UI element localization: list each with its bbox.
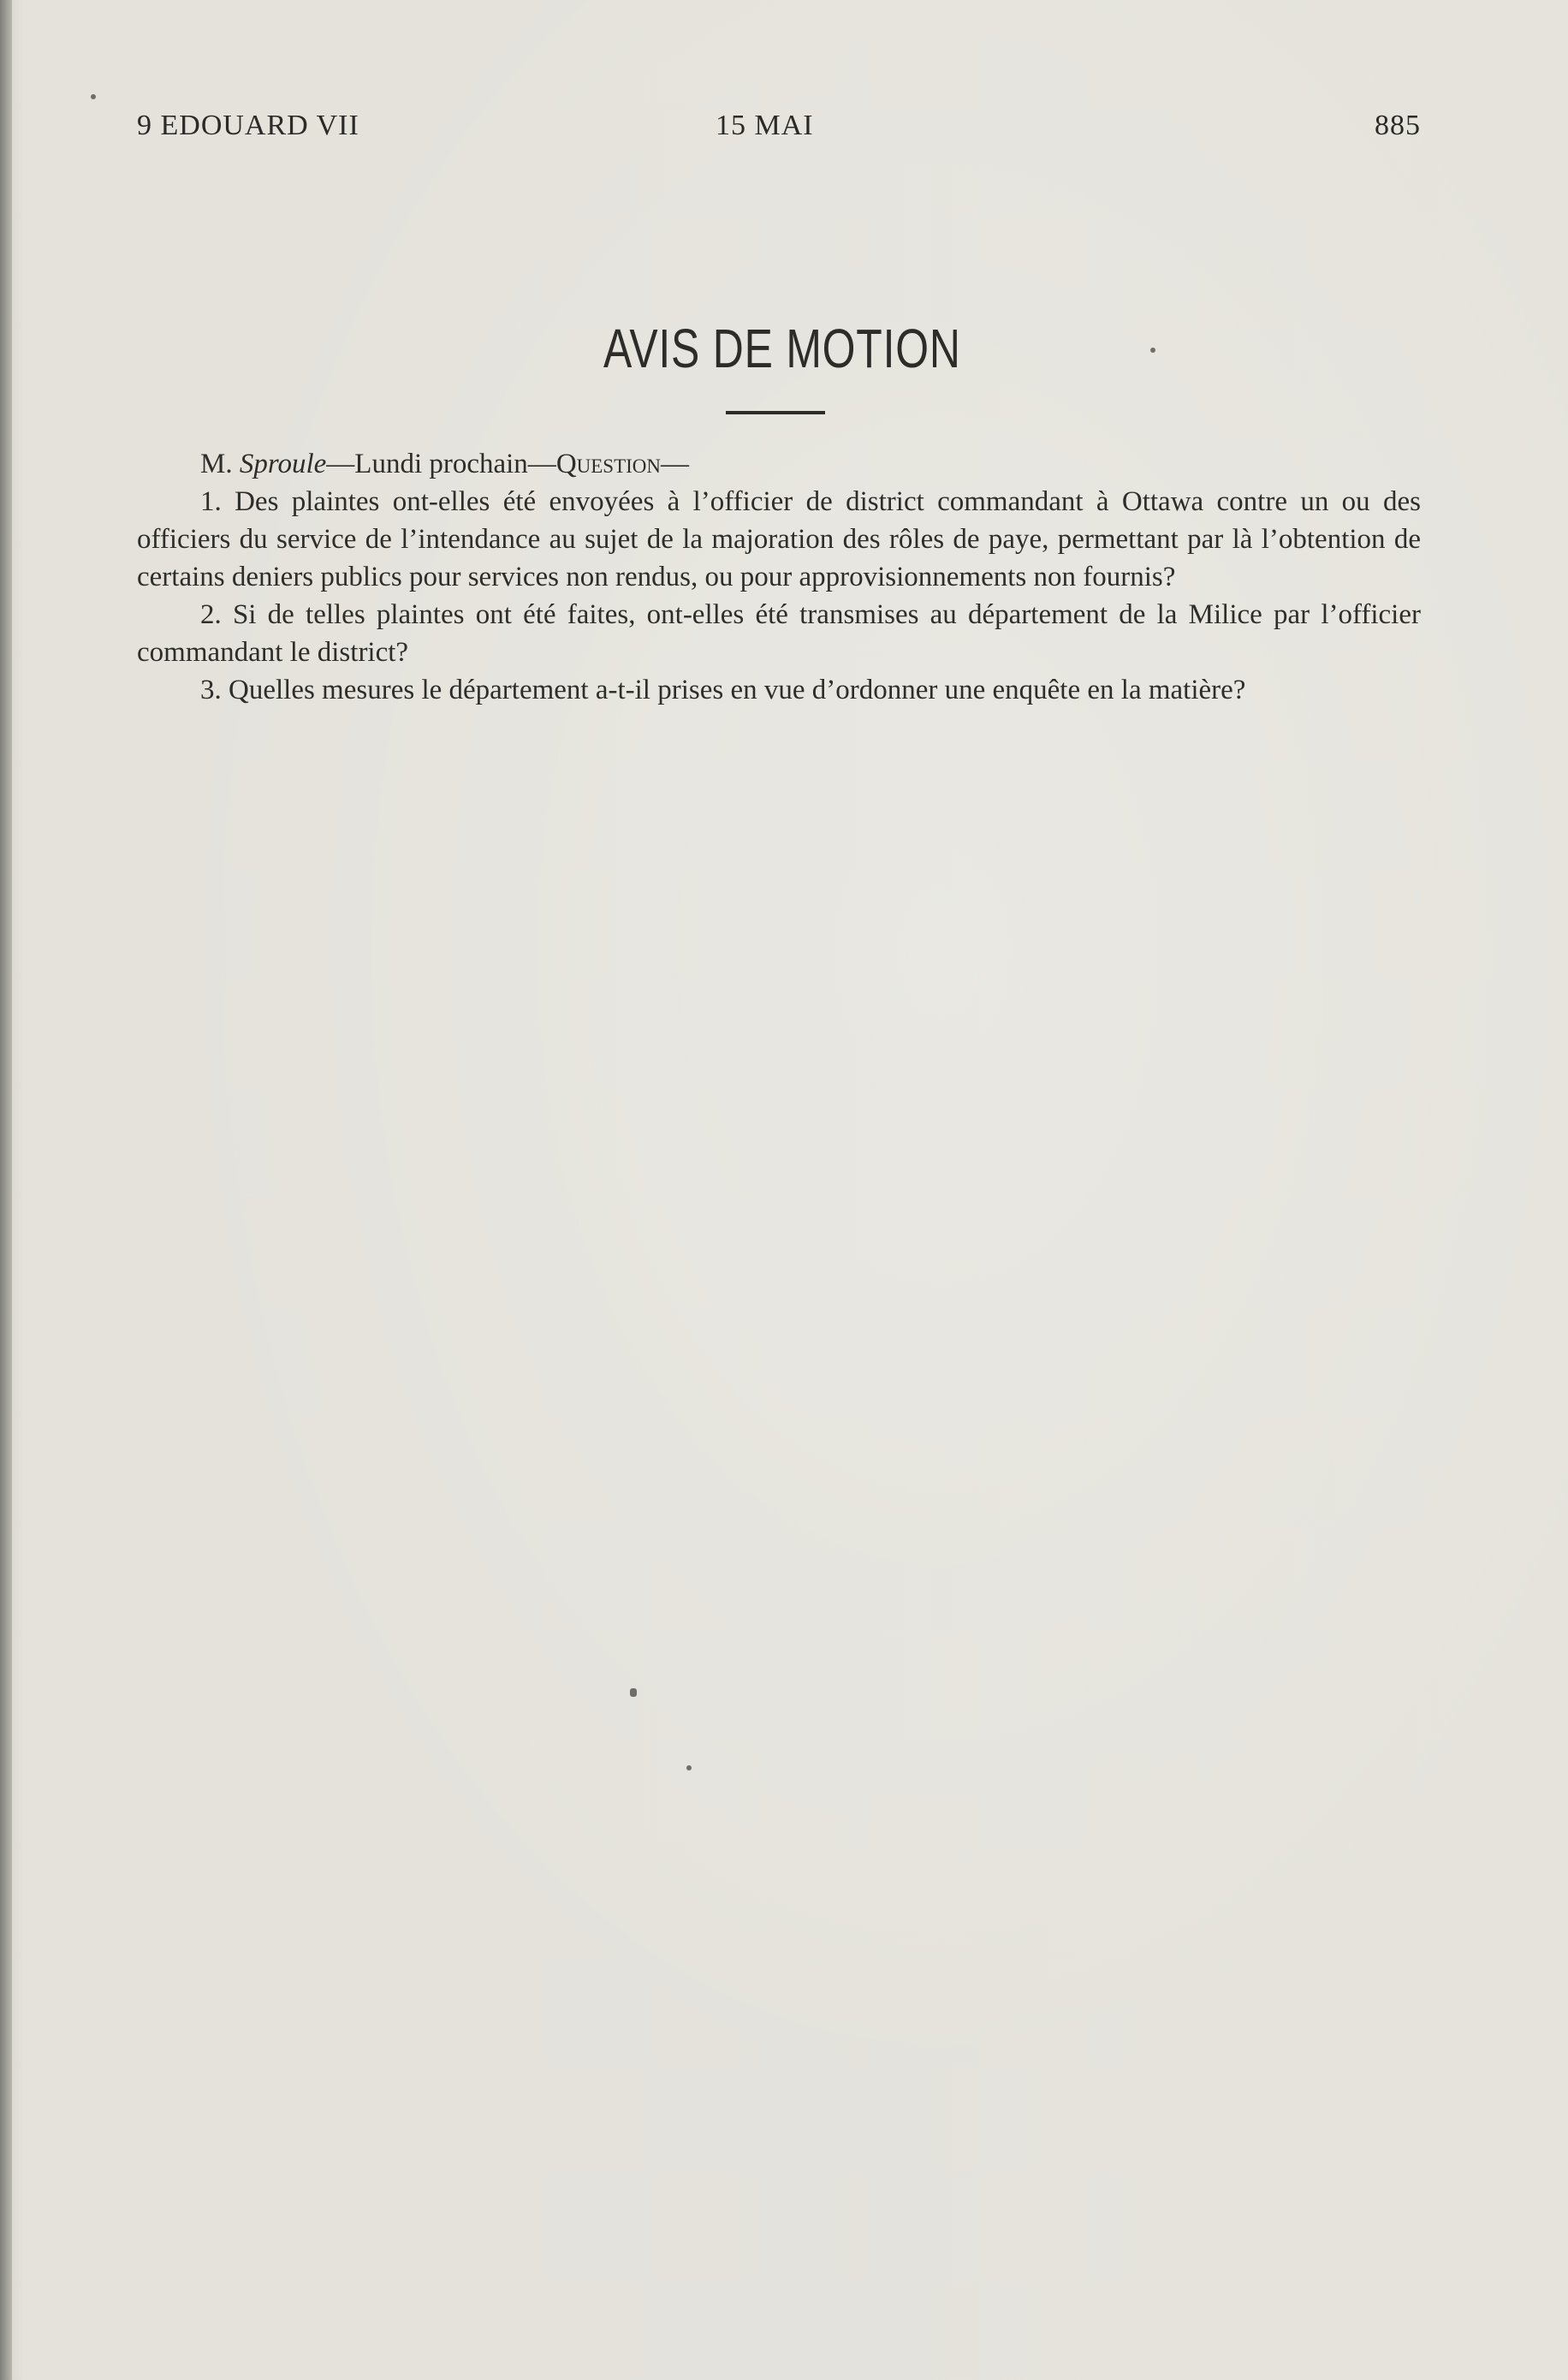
- motion-text: [137, 445, 1421, 709]
- intro-label: Question: [555, 449, 662, 479]
- section-title: AVIS DE MOTION: [603, 318, 961, 379]
- speaker-name: Sproule: [239, 449, 327, 479]
- question-item-3: 3. Quelles mesures le département a-t-il prises en vue d’ordonner une enquête en la matière?: [200, 675, 1246, 705]
- page-number: 885: [1375, 110, 1421, 141]
- question-item-2: 2. Si de telles plaintes ont été faites, ont-elles été transmises au département de la Milice par l’officier commandant le district?: [137, 599, 1421, 668]
- binding-edge: [0, 0, 12, 2380]
- title-rule: [726, 411, 825, 414]
- intro-text: —Lundi prochain—: [326, 449, 556, 479]
- running-head-date: 15 MAI: [716, 110, 814, 141]
- paper-speck: [91, 94, 96, 99]
- running-head: [137, 110, 1421, 147]
- motion-intro: [137, 445, 1421, 483]
- paper-speck: [630, 1688, 637, 1697]
- question-item-1: 1. Des plaintes ont-elles été envoyées à l’officier de district commandant à Ottawa contre un ou des officiers du service de l’intendance au sujet de la majoration des rôles de paye, permettant par là l’obtention de certains deniers publics pour services non rendus, ou pour approvisionnements non fournis?: [137, 486, 1421, 592]
- paper-speck: [1150, 348, 1155, 353]
- intro-suffix: —: [661, 449, 690, 479]
- speaker-prefix: M.: [200, 449, 240, 479]
- running-head-regnal-year: 9 EDOUARD VII: [137, 110, 359, 141]
- paper-speck: [686, 1765, 692, 1770]
